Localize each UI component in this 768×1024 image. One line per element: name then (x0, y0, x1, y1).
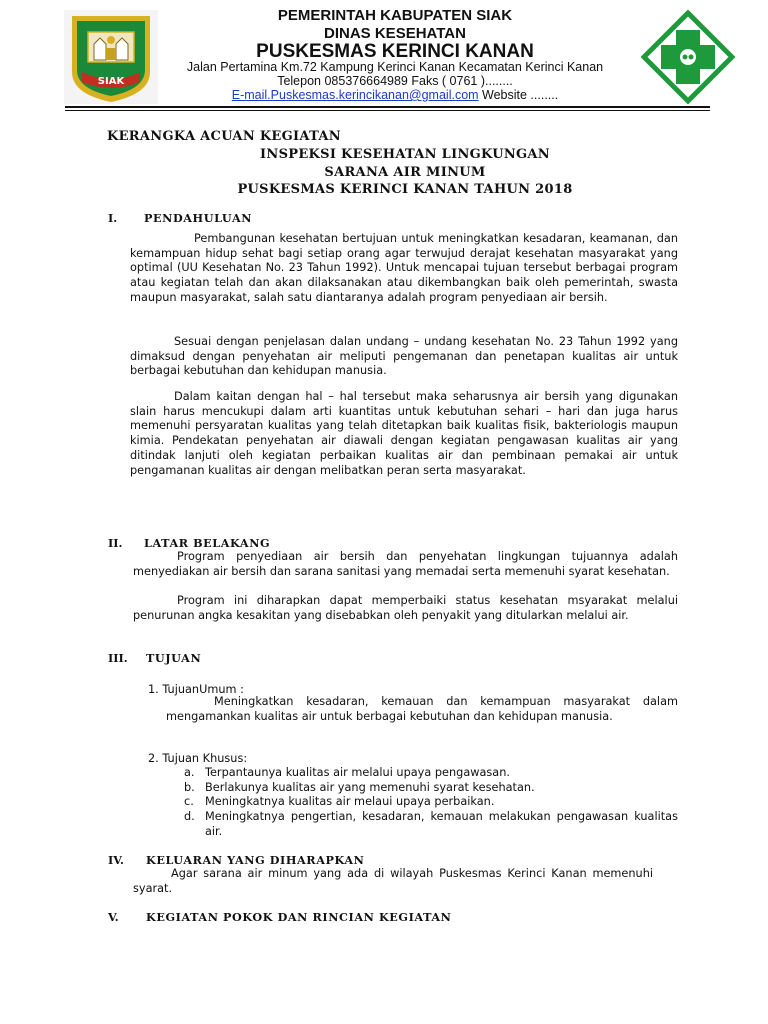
paragraph: Sesuai dengan penjelasan dalan undang – undang kesehatan No. 23 Tahun 1992 yang dimaksud dengan penyehatan air meliputi pengemanan dan penetapan kualitas air untuk berbagai kebutuhan dan kehidupan manusia. (130, 335, 678, 378)
paragraph: Agar sarana air minum yang ada di wilayah Puskesmas Kerinci Kanan memenuhi syarat. (133, 867, 653, 895)
section-number: II. (108, 536, 123, 550)
list-item-text: Meningkatkan kesadaran, kemauan dan kemampuan masyarakat dalam mengamankan kualitas air untuk berbagai kebutuhan dan kehidupan manusia. (166, 695, 678, 723)
government-name: PEMERINTAH KABUPATEN SIAK (277, 7, 513, 24)
paragraph: Dalam kaitan dengan hal – hal tersebut maka seharusnya air bersih yang digunakan slain harus mencukupi dalam arti kuantitas untuk kebutuhan sehari – hari dan juga harus memenuhi persyaratan kualitas yang telah ditetapkan baik kualitas fisik, bakteriologis maupun kimia. Pendekatan penyehatan air diawali dengan kegiatan pengawasan kualitas air yang ditindak lanjuti oleh kegiatan perbaikan kualitas air dan pembinaan pemakai air untuk pengamanan kualitas air dengan melibatkan peran serta masyarakat. (130, 390, 678, 477)
doc-title-line-3: PUSKESMAS KERINCI KANAN TAHUN 2018 (237, 182, 573, 197)
puskesmas-logo (641, 10, 735, 104)
email-link[interactable]: E-mail.Puskesmas.kerincikanan@gmail.com (231, 88, 479, 102)
agency-name: DINAS KESEHATAN (324, 25, 466, 42)
institution-name: PUSKESMAS KERINCI KANAN (256, 41, 534, 62)
letterhead-rule-thin (65, 110, 710, 111)
section-number: I. (108, 211, 118, 225)
section-heading-kegiatan: KEGIATAN POKOK DAN RINCIAN KEGIATAN (146, 910, 452, 924)
sublist-marker: c. (184, 795, 194, 808)
sublist-marker: a. (184, 766, 195, 779)
siak-logo-text: SIAK (97, 76, 125, 87)
sublist-item: Meningkatnya kualitas air melaui upaya perbaikan. (205, 795, 495, 808)
doc-title-line-1: INSPEKSI KESEHATAN LINGKUNGAN (260, 147, 550, 162)
list-item-label: 1. TujuanUmum : (148, 683, 244, 696)
doc-title-line-2: SARANA AIR MINUM (324, 165, 486, 180)
paragraph: Pembangunan kesehatan bertujuan untuk meningkatkan kesadaran, keamanan, dan kemampuan hidup sehat bagi setiap orang agar terwujud derajat kesehatan masyarakat yang optimal (UU Kesehatan No. 23 Tahun 1992). Untuk mencapai tujuan tersebut berbagai program atau kegiatan telah dan akan dilaksanakan atau dikembangkan baik oleh pemerintah, swasta maupun masyarakat, salah satu diantaranya adalah program penyediaan air bersih. (130, 232, 678, 304)
letterhead-rule-thick (65, 106, 710, 108)
contact-line (160, 89, 630, 102)
sublist-marker: b. (184, 781, 195, 794)
section-heading-latar-belakang: LATAR BELAKANG (144, 536, 271, 550)
doc-type-title: KERANGKA ACUAN KEGIATAN (107, 129, 341, 144)
paragraph: Program ini diharapkan dapat memperbaiki status kesehatan msyarakat melalui penurunan angka kesakitan yang disebabkan oleh penyakit yang ditularkan melalui air. (133, 594, 678, 622)
section-number: V. (108, 910, 119, 924)
section-number: III. (108, 651, 128, 665)
section-heading-tujuan: TUJUAN (146, 651, 202, 665)
paragraph: Program penyediaan air bersih dan penyehatan lingkungan tujuannya adalah menyediakan air bersih dan sarana sanitasi yang memadai serta memenuhi syarat kesehatan. (133, 550, 678, 578)
section-heading-keluaran: KELUARAN YANG DIHARAPKAN (146, 853, 365, 867)
phone-line: Telepon 085376664989 Faks ( 0761 )........ (277, 74, 513, 88)
section-number: IV. (108, 853, 124, 867)
siak-emblem-logo (64, 10, 158, 104)
sublist-marker: d. (184, 810, 195, 823)
section-heading-pendahuluan: PENDAHULUAN (144, 211, 253, 225)
sublist-item: Berlakunya kualitas air yang memenuhi syarat kesehatan. (205, 781, 535, 794)
sublist-item: Terpantaunya kualitas air melalui upaya pengawasan. (205, 766, 510, 779)
sublist-item: Meningkatnya pengertian, kesadaran, kemauan melakukan pengawasan kualitas air. (205, 810, 678, 838)
website-text: Website ........ (478, 88, 559, 102)
list-item-label: 2. Tujuan Khusus: (148, 752, 248, 765)
address-line: Jalan Pertamina Km.72 Kampung Kerinci Kanan Kecamatan Kerinci Kanan (186, 60, 604, 74)
